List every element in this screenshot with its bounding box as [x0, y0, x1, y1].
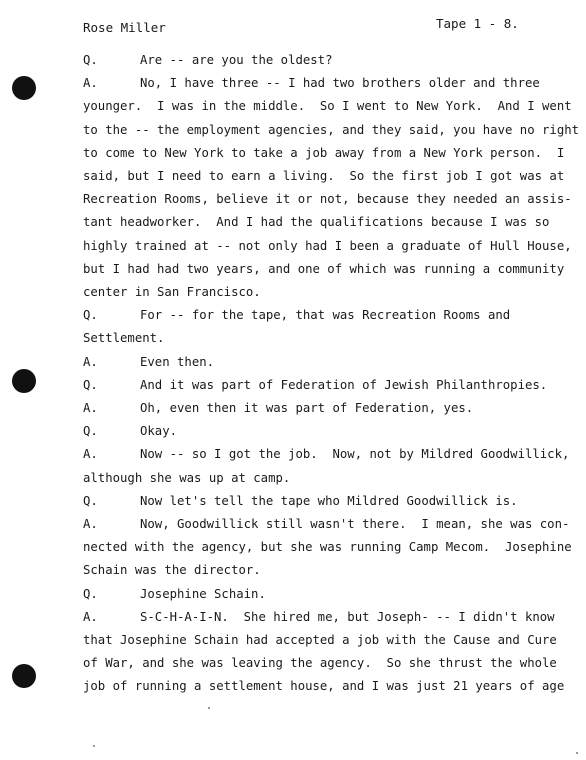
line-text: Now, Goodwillick still wasn't there. I mean, she was con- [140, 517, 570, 531]
speaker-label: Q. [83, 424, 98, 438]
line-text: And it was part of Federation of Jewish Philanthropies. [140, 378, 548, 392]
line-text: highly trained at -- not only had I been a graduate of Hull House, [83, 239, 572, 253]
line-text: Now -- so I got the job. Now, not by Mildred Goodwillick, [140, 447, 570, 461]
transcript-line [83, 655, 557, 671]
line-text: of War, and she was leaving the agency. So she thrust the whole [83, 656, 557, 670]
transcript-line [83, 562, 261, 578]
line-text: to the -- the employment agencies, and they said, you have no right [83, 123, 580, 137]
line-text: Settlement. [83, 331, 165, 345]
binder-hole-top [12, 76, 36, 100]
transcript-line [83, 516, 569, 532]
transcript-line [83, 168, 564, 184]
speaker-label: Q. [83, 53, 98, 67]
line-text: For -- for the tape, that was Recreation Rooms and [140, 308, 511, 322]
speaker-label: A. [83, 610, 98, 624]
transcript-line [83, 678, 564, 694]
speaker-label: A. [83, 355, 98, 369]
line-text: nected with the agency, but she was running Camp Mecom. Josephine [83, 540, 572, 554]
speaker-label: Q. [83, 494, 98, 508]
tape-number: Tape 1 - 8. [436, 16, 519, 31]
paper-speck [208, 707, 210, 709]
line-text: younger. I was in the middle. So I went to New York. And I went [83, 99, 572, 113]
line-text: Josephine Schain. [140, 587, 266, 601]
transcript-line [83, 377, 547, 393]
line-text: Now let's tell the tape who Mildred Goodwillick is. [140, 494, 518, 508]
transcript-line [83, 214, 549, 230]
transcript-line [83, 122, 579, 138]
transcript-line [83, 330, 164, 346]
transcript-line [83, 75, 540, 91]
transcript-line [83, 493, 518, 509]
transcript-line [83, 354, 214, 370]
transcript-line [83, 145, 564, 161]
transcript-line [83, 470, 290, 486]
paper-speck [93, 745, 95, 747]
transcript-line [83, 446, 569, 462]
transcript-line [83, 307, 510, 323]
speaker-label: A. [83, 401, 98, 415]
line-text: center in San Francisco. [83, 285, 261, 299]
line-text: Oh, even then it was part of Federation, yes. [140, 401, 474, 415]
transcript-line [83, 52, 333, 68]
line-text: Recreation Rooms, believe it or not, because they needed an assis- [83, 192, 572, 206]
binder-hole-bottom [12, 664, 36, 688]
transcript-line [83, 586, 266, 602]
transcript-line [83, 284, 261, 300]
speaker-label: Q. [83, 308, 98, 322]
interviewee-name: Rose Miller [83, 20, 166, 35]
line-text: Even then. [140, 355, 215, 369]
line-text: that Josephine Schain had accepted a job with the Cause and Cure [83, 633, 557, 647]
speaker-label: Q. [83, 378, 98, 392]
transcript-line [83, 238, 572, 254]
transcript-line [83, 539, 572, 555]
speaker-label: Q. [83, 587, 98, 601]
line-text: but I had had two years, and one of which was running a community [83, 262, 565, 276]
transcript-line [83, 261, 564, 277]
transcript-line [83, 191, 572, 207]
speaker-label: A. [83, 76, 98, 90]
line-text: although she was up at camp. [83, 471, 291, 485]
transcript-line [83, 400, 473, 416]
line-text: Are -- are you the oldest? [140, 53, 333, 67]
line-text: S-C-H-A-I-N. She hired me, but Joseph- -- I didn't know [140, 610, 555, 624]
binder-hole-middle [12, 369, 36, 393]
transcript-line [83, 423, 177, 439]
line-text: tant headworker. And I had the qualifications because I was so [83, 215, 550, 229]
paper-speck [576, 752, 578, 754]
line-text: said, but I need to earn a living. So the first job I got was at [83, 169, 565, 183]
line-text: Okay. [140, 424, 178, 438]
line-text: No, I have three -- I had two brothers older and three [140, 76, 540, 90]
speaker-label: A. [83, 517, 98, 531]
line-text: to come to New York to take a job away from a New York person. I [83, 146, 565, 160]
transcript-line [83, 98, 572, 114]
speaker-label: A. [83, 447, 98, 461]
transcript-line [83, 632, 557, 648]
line-text: job of running a settlement house, and I was just 21 years of age [83, 679, 565, 693]
line-text: Schain was the director. [83, 563, 261, 577]
transcript-line [83, 609, 555, 625]
